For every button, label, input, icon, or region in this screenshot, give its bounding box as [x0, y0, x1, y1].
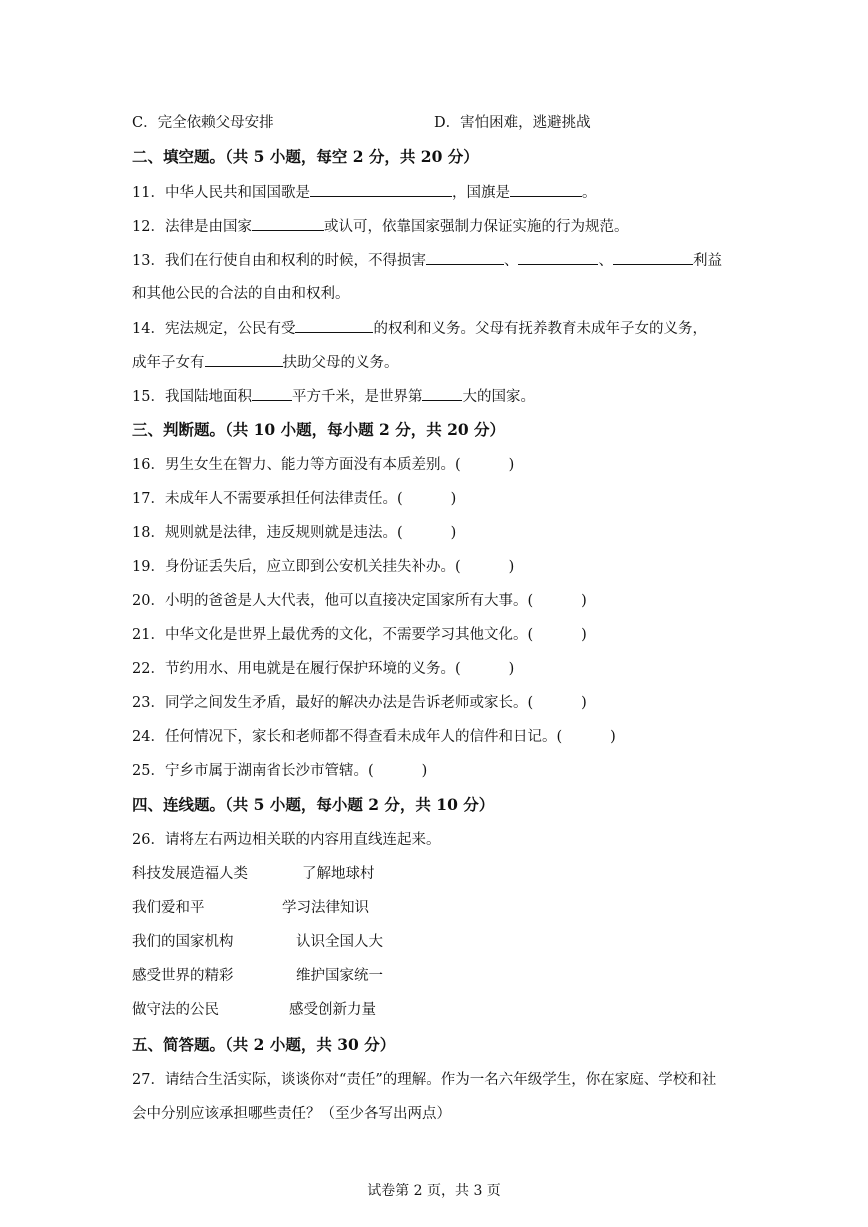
q14-text-d: 扶助父母的义务。 [282, 355, 399, 371]
q12-text-a: 12．法律是由国家 [132, 219, 252, 235]
q22-text: 22．节约用水、用电就是在履行保护环境的义务。( [132, 661, 461, 677]
q14-blank-2[interactable] [205, 352, 283, 367]
question-15 [132, 386, 535, 407]
match-right-4[interactable]: 维护国家统一 [296, 968, 383, 984]
q14-text-c: 成年子女有 [132, 355, 205, 371]
q23-close: ) [581, 695, 587, 711]
q17-close: ) [450, 491, 457, 507]
q11-blank-2[interactable] [510, 182, 582, 197]
q25-text: 25．宁乡市属于湖南省长沙市管辖。( [132, 763, 374, 779]
question-27: 27．请结合生活实际，谈谈你对“责任”的理解。作为一名六年级学生，你在家庭、学校和社 [132, 1072, 717, 1088]
question-19 [132, 557, 514, 577]
question-11 [132, 182, 596, 203]
q19-text: 19．身份证丢失后，应立即到公安机关挂失补办。( [132, 559, 461, 575]
q11-blank-1[interactable] [310, 182, 452, 197]
q11-text-a: 11．中华人民共和国国歌是 [132, 185, 310, 201]
option-d: D．害怕困难，逃避挑战 [434, 115, 591, 131]
q13-text-b: 利益 [692, 253, 722, 269]
match-right-5[interactable]: 感受创新力量 [289, 1002, 376, 1018]
q22-close: ) [508, 661, 515, 677]
question-23 [132, 693, 587, 713]
q13-sep-1: 、 [503, 253, 519, 269]
q20-text: 20．小明的爸爸是人大代表，他可以直接决定国家所有大事。( [132, 593, 534, 609]
section-match-heading: 四、连线题。（共 5 小题，每小题 2 分，共 10 分） [132, 795, 495, 814]
q18-text: 18．规则就是法律，违反规则就是违法。( [132, 525, 403, 541]
match-left-1[interactable]: 科技发展造福人类 [132, 866, 248, 882]
q16-text: 16．男生女生在智力、能力等方面没有本质差别。( [132, 457, 461, 473]
q13-blank-3[interactable] [613, 250, 693, 265]
question-13-cont: 和其他公民的合法的自由和权利。 [132, 286, 350, 302]
q11-text-c: 。 [581, 185, 597, 201]
question-21 [132, 625, 587, 645]
q14-blank-1[interactable] [295, 318, 373, 333]
question-20 [132, 591, 587, 611]
section-short-heading: 五、简答题。（共 2 小题，共 30 分） [132, 1035, 396, 1054]
match-left-5[interactable]: 做守法的公民 [132, 1002, 219, 1018]
section-fill-heading: 二、填空题。（共 5 小题，每空 2 分，共 20 分） [132, 147, 479, 166]
q13-blank-1[interactable] [426, 250, 504, 265]
question-25 [132, 761, 427, 781]
q14-text-a: 14．宪法规定，公民有受 [132, 321, 296, 337]
match-left-2[interactable]: 我们爱和平 [132, 900, 205, 916]
q12-text-b: 或认可，依靠国家强制力保证实施的行为规范。 [323, 219, 629, 235]
q15-text-a: 15．我国陆地面积 [132, 389, 252, 405]
q20-close: ) [581, 593, 587, 609]
q23-text: 23．同学之间发生矛盾，最好的解决办法是告诉老师或家长。( [132, 695, 534, 711]
question-24 [132, 727, 616, 747]
question-16 [132, 455, 514, 475]
q21-text: 21．中华文化是世界上最优秀的文化，不需要学习其他文化。( [132, 627, 534, 643]
question-17 [132, 489, 456, 509]
option-c: C．完全依赖父母安排 [132, 115, 274, 131]
q16-close: ) [508, 457, 515, 473]
q24-close: ) [610, 729, 616, 745]
q15-blank-2[interactable] [422, 386, 462, 401]
question-22 [132, 659, 514, 679]
q11-text-b: ，国旗是 [451, 185, 510, 201]
q25-close: ) [421, 763, 428, 779]
q17-text: 17．未成年人不需要承担任何法律责任。( [132, 491, 403, 507]
q12-blank[interactable] [252, 216, 324, 231]
question-14-cont [132, 352, 399, 373]
section-judge-heading: 三、判断题。（共 10 小题，每小题 2 分，共 20 分） [132, 420, 506, 439]
match-left-4[interactable]: 感受世界的精彩 [132, 968, 234, 984]
q18-close: ) [450, 525, 457, 541]
q24-text: 24．任何情况下，家长和老师都不得查看未成年人的信件和日记。( [132, 729, 563, 745]
q13-text-a: 13．我们在行使自由和权利的时候，不得损害 [132, 253, 426, 269]
q13-sep-2: 、 [598, 253, 613, 269]
match-right-2[interactable]: 学习法律知识 [282, 900, 369, 916]
question-14 [132, 318, 707, 339]
match-left-3[interactable]: 我们的国家机构 [132, 934, 234, 950]
match-right-1[interactable]: 了解地球村 [302, 866, 375, 882]
q15-blank-1[interactable] [252, 386, 292, 401]
question-12 [132, 216, 628, 237]
q19-close: ) [508, 559, 515, 575]
q15-text-b: 平方千米，是世界第 [291, 389, 423, 405]
question-13 [132, 250, 722, 271]
q13-blank-2[interactable] [518, 250, 598, 265]
question-26: 26．请将左右两边相关联的内容用直线连起来。 [132, 832, 441, 848]
q14-text-b: 的权利和义务。父母有抚养教育未成年子女的义务， [373, 321, 707, 337]
q21-close: ) [581, 627, 587, 643]
page-footer: 试卷第 2 页，共 3 页 [367, 1183, 501, 1199]
match-right-3[interactable]: 认识全国人大 [296, 934, 383, 950]
question-27-cont: 会中分别应该承担哪些责任？（至少各写出两点） [132, 1106, 451, 1122]
question-18 [132, 523, 456, 543]
q15-text-c: 大的国家。 [462, 389, 535, 405]
